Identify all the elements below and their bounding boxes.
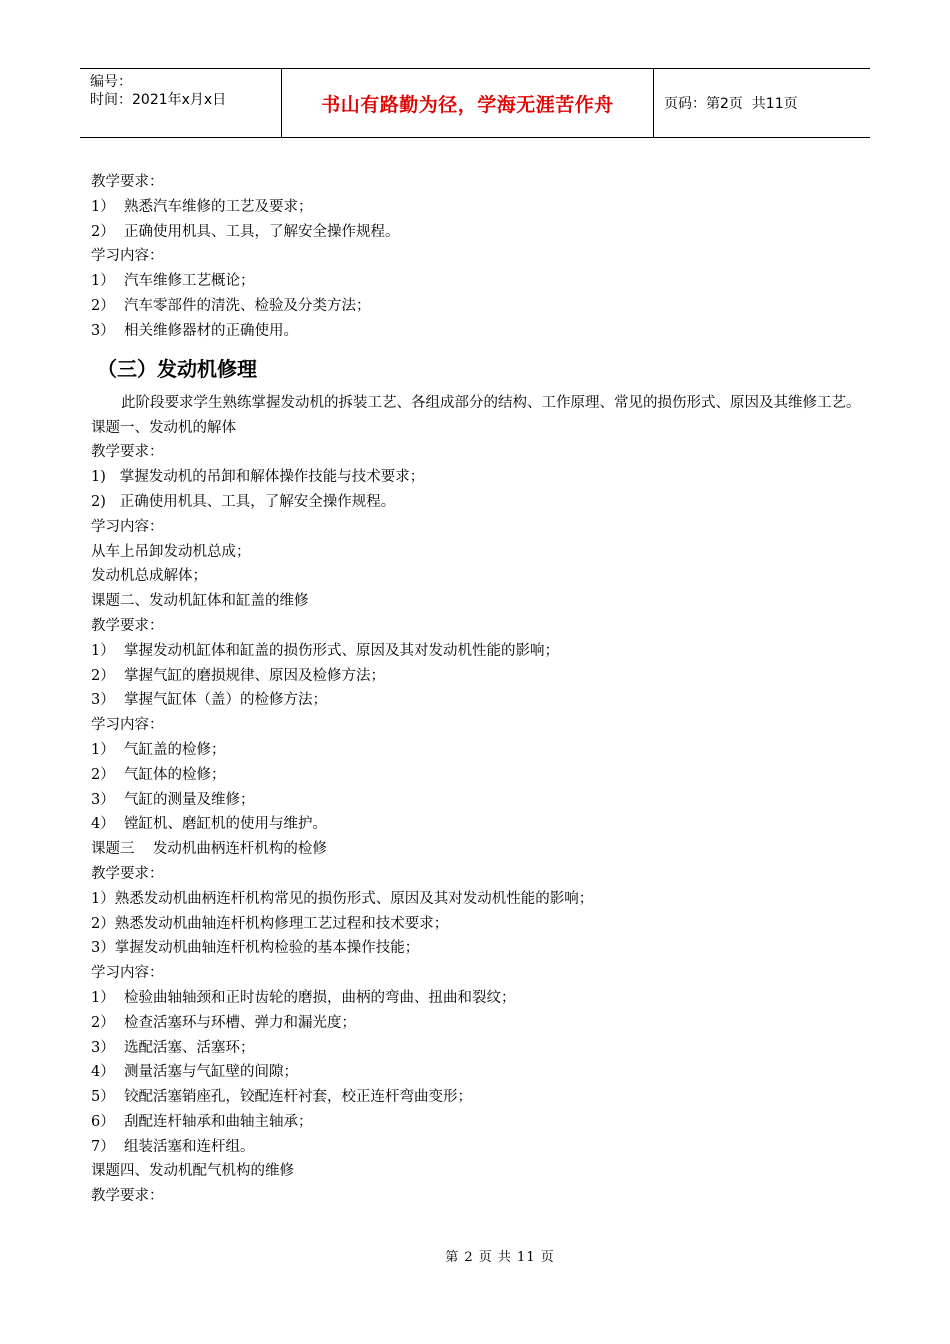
- body-line: 1） 汽车维修工艺概论；: [91, 273, 255, 290]
- body-line: 教学要求：: [91, 444, 164, 461]
- body-line: 6） 刮配连杆轴承和曲轴主轴承；: [91, 1113, 313, 1130]
- body-line: 1）熟悉发动机曲柄连杆机构常见的损伤形式、原因及其对发动机性能的影响；: [91, 890, 594, 907]
- body-line: 3） 掌握气缸体（盖）的检修方法；: [91, 692, 327, 709]
- section-intro: 此阶段要求学生熟练掌握发动机的拆装工艺、各组成部分的结构、工作原理、常见的损伤形式、原因及其维修工艺。: [121, 394, 861, 411]
- body-line: 学习内容：: [91, 965, 164, 982]
- header-meta: [80, 69, 282, 137]
- header-page-info: 页码：第2页 共11页: [664, 96, 798, 112]
- body-line: 课题四、发动机配气机构的维修: [91, 1163, 294, 1180]
- body-line: 从车上吊卸发动机总成；: [91, 543, 251, 560]
- document-date: 时间：2021年x月x日: [90, 92, 227, 108]
- section-heading: （三）发动机修理: [97, 356, 257, 381]
- body-line: 教学要求：: [91, 174, 164, 190]
- body-line: 2） 气缸体的检修；: [91, 766, 226, 783]
- body-line: 2） 掌握气缸的磨损规律、原因及检修方法；: [91, 667, 385, 684]
- body-line: 1） 掌握发动机缸体和缸盖的损伤形式、原因及其对发动机性能的影响；: [91, 642, 559, 659]
- body-line: 课题一、发动机的解体: [91, 419, 236, 436]
- body-line: 课题二、发动机缸体和缸盖的维修: [91, 593, 309, 610]
- body-line: 3） 选配活塞、活塞环；: [91, 1039, 255, 1056]
- body-line: 7） 组装活塞和连杆组。: [91, 1138, 255, 1155]
- document-body: [91, 170, 861, 1209]
- body-line: 课题三 发动机曲柄连杆机构的检修: [91, 841, 327, 858]
- document-number-label: 编号：: [90, 74, 132, 90]
- body-line: 学习内容：: [91, 248, 164, 265]
- body-line: 2） 汽车零部件的清洗、检验及分类方法；: [91, 297, 371, 314]
- header-motto: 书山有路勤为径，学海无涯苦作舟: [282, 69, 654, 137]
- body-line: 1） 检验曲轴轴颈和正时齿轮的磨损，曲柄的弯曲、扭曲和裂纹；: [91, 989, 516, 1006]
- body-line: 学习内容：: [91, 518, 164, 535]
- body-line: 4） 镗缸机、磨缸机的使用与维护。: [91, 816, 327, 833]
- body-line: 3） 气缸的测量及维修；: [91, 791, 255, 808]
- body-line: 1） 气缸盖的检修；: [91, 741, 226, 758]
- body-line: 2) 正确使用机具、工具，了解安全操作规程。: [91, 493, 396, 510]
- body-line: 发动机总成解体；: [91, 568, 207, 585]
- body-line: 1） 熟悉汽车维修的工艺及要求；: [91, 198, 313, 215]
- body-line: 2）熟悉发动机曲轴连杆机构修理工艺过程和技术要求；: [91, 915, 449, 932]
- body-line: 2） 检查活塞环与环槽、弹力和漏光度；: [91, 1014, 356, 1031]
- body-line: 4） 测量活塞与气缸壁的间隙；: [91, 1064, 298, 1081]
- body-line: 教学要求：: [91, 1188, 164, 1205]
- body-line: 教学要求：: [91, 865, 164, 882]
- body-line: 5） 铰配活塞销座孔，铰配连杆衬套，校正连杆弯曲变形；: [91, 1089, 472, 1106]
- page-header: [80, 68, 870, 138]
- body-line: 2） 正确使用机具、工具，了解安全操作规程。: [91, 223, 400, 240]
- body-line: 3）掌握发动机曲轴连杆机构检验的基本操作技能；: [91, 940, 420, 957]
- body-line: 教学要求：: [91, 617, 164, 634]
- body-line: 学习内容：: [91, 717, 164, 734]
- body-line: 1) 掌握发动机的吊卸和解体操作技能与技术要求；: [91, 469, 425, 486]
- page-footer: 第 2 页 共 11 页: [445, 1250, 555, 1265]
- body-line: 3） 相关维修器材的正确使用。: [91, 322, 298, 339]
